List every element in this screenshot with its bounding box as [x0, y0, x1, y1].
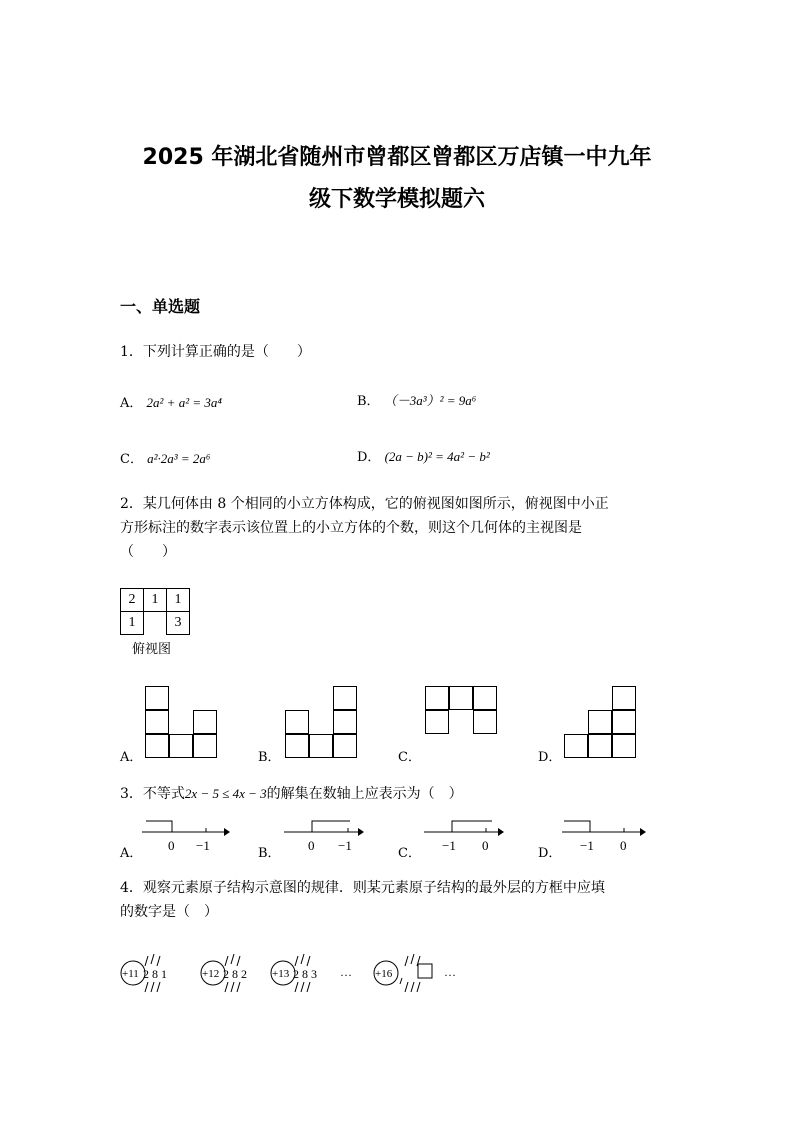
q3-d-tick-1: −1	[580, 838, 594, 853]
q1-option-c-label: C．	[120, 452, 143, 467]
q3-stem-suffix: 的解集在数轴上应表示为（ ）	[266, 786, 463, 802]
atom-2-shells: 2 8 2	[223, 967, 247, 981]
q3-c-tick-1: −1	[442, 838, 456, 853]
q3-d-tick-2: 0	[620, 838, 627, 853]
q3-c-tick-2: 0	[482, 838, 489, 853]
atom-2	[201, 954, 247, 992]
q1-option-d-expr: (2a − b)² = 4a² − b²	[384, 449, 490, 464]
q3-a-tick-1: 0	[168, 838, 175, 853]
answer-box	[418, 964, 432, 978]
q3-b-tick-2: −1	[338, 838, 352, 853]
q2-option-c-figure[interactable]	[425, 686, 505, 738]
atom-3	[271, 954, 317, 992]
top-view-cell: 1	[144, 589, 167, 612]
q3-inequality: 2x − 5 ≤ 4x − 3	[184, 786, 267, 801]
question-2-stem-line3: （ ）	[120, 544, 176, 560]
question-4-stem-line1: 4．观察元素原子结构示意图的规律．则某元素原子结构的最外层的方框中应填	[120, 880, 605, 896]
q1-option-a[interactable]	[120, 392, 222, 411]
q3-option-b-label[interactable]: B．	[258, 846, 281, 861]
q2-option-b-figure[interactable]	[285, 686, 365, 762]
q1-option-d-label: D．	[357, 450, 381, 465]
q3-number-line-b[interactable]	[282, 815, 372, 855]
q3-a-tick-2: −1	[196, 838, 210, 853]
q1-option-d[interactable]	[357, 446, 490, 465]
q3-option-c-label[interactable]: C．	[398, 846, 421, 861]
q1-option-c-expr: a²·2a³ = 2a⁶	[147, 451, 211, 466]
question-2-stem-line2: 方形标注的数字表示该位置上的小立方体的个数，则这个几何体的主视图是	[120, 520, 582, 536]
atom-3-shells: 2 8 3	[293, 967, 317, 981]
q3-number-line-a[interactable]	[140, 815, 230, 855]
question-1-stem: 1．下列计算正确的是（ ）	[120, 344, 311, 360]
q3-b-tick-1: 0	[308, 838, 315, 853]
q2-option-a-figure[interactable]	[145, 686, 225, 762]
top-view-grid	[120, 588, 190, 635]
page-title-line2: 级下数学模拟题六	[308, 187, 485, 212]
q3-number-line-c[interactable]	[422, 815, 512, 855]
atom-structure-diagram	[118, 948, 468, 998]
atom-ellipsis-1: …	[340, 965, 352, 979]
q2-option-a-label[interactable]: A．	[120, 750, 143, 765]
q1-option-a-label: A．	[120, 396, 143, 411]
top-view-cell: 1	[167, 589, 190, 612]
top-view-caption: 俯视图	[132, 642, 172, 657]
q2-option-c-label[interactable]: C．	[398, 750, 421, 765]
q2-option-d-label[interactable]: D．	[538, 750, 562, 765]
atom-2-nucleus: +12	[202, 968, 220, 980]
page-title-line1: 2025 年湖北省随州市曾都区曾都区万店镇一中九年	[142, 145, 652, 170]
question-3-stem	[120, 782, 463, 806]
atom-1-nucleus: +11	[122, 968, 139, 980]
atom-1	[121, 954, 167, 992]
top-view-cell	[144, 612, 167, 635]
top-view-cell: 1	[121, 612, 144, 635]
q1-option-b-expr: （－3a³）² = 9a⁶	[383, 393, 477, 408]
question-4-stem-line2: 的数字是（ ）	[120, 904, 218, 920]
atom-4	[374, 954, 432, 992]
section-heading: 一、单选题	[120, 297, 201, 316]
atom-4-nucleus: +16	[375, 968, 393, 980]
q3-option-d-label[interactable]: D．	[538, 846, 562, 861]
q2-option-d-figure[interactable]	[564, 686, 644, 762]
q1-option-c[interactable]	[120, 448, 210, 467]
q2-option-b-label[interactable]: B．	[258, 750, 281, 765]
atom-3-nucleus: +13	[272, 968, 290, 980]
top-view-cell: 2	[121, 589, 144, 612]
atom-1-shells: 2 8 1	[143, 967, 167, 981]
atom-ellipsis-2: …	[444, 965, 456, 979]
top-view-cell: 3	[167, 612, 190, 635]
q3-stem-prefix: 3．不等式	[120, 786, 185, 802]
question-2-stem-line1: 2．某几何体由 8 个相同的小立方体构成，它的俯视图如图所示，俯视图中小正	[120, 496, 609, 512]
q1-option-a-expr: 2a² + a² = 3a⁴	[146, 395, 222, 410]
q1-option-b-label: B．	[357, 394, 380, 409]
q1-option-b[interactable]	[357, 390, 476, 409]
q3-option-a-label[interactable]: A．	[120, 846, 143, 861]
q3-number-line-d[interactable]	[560, 815, 652, 855]
